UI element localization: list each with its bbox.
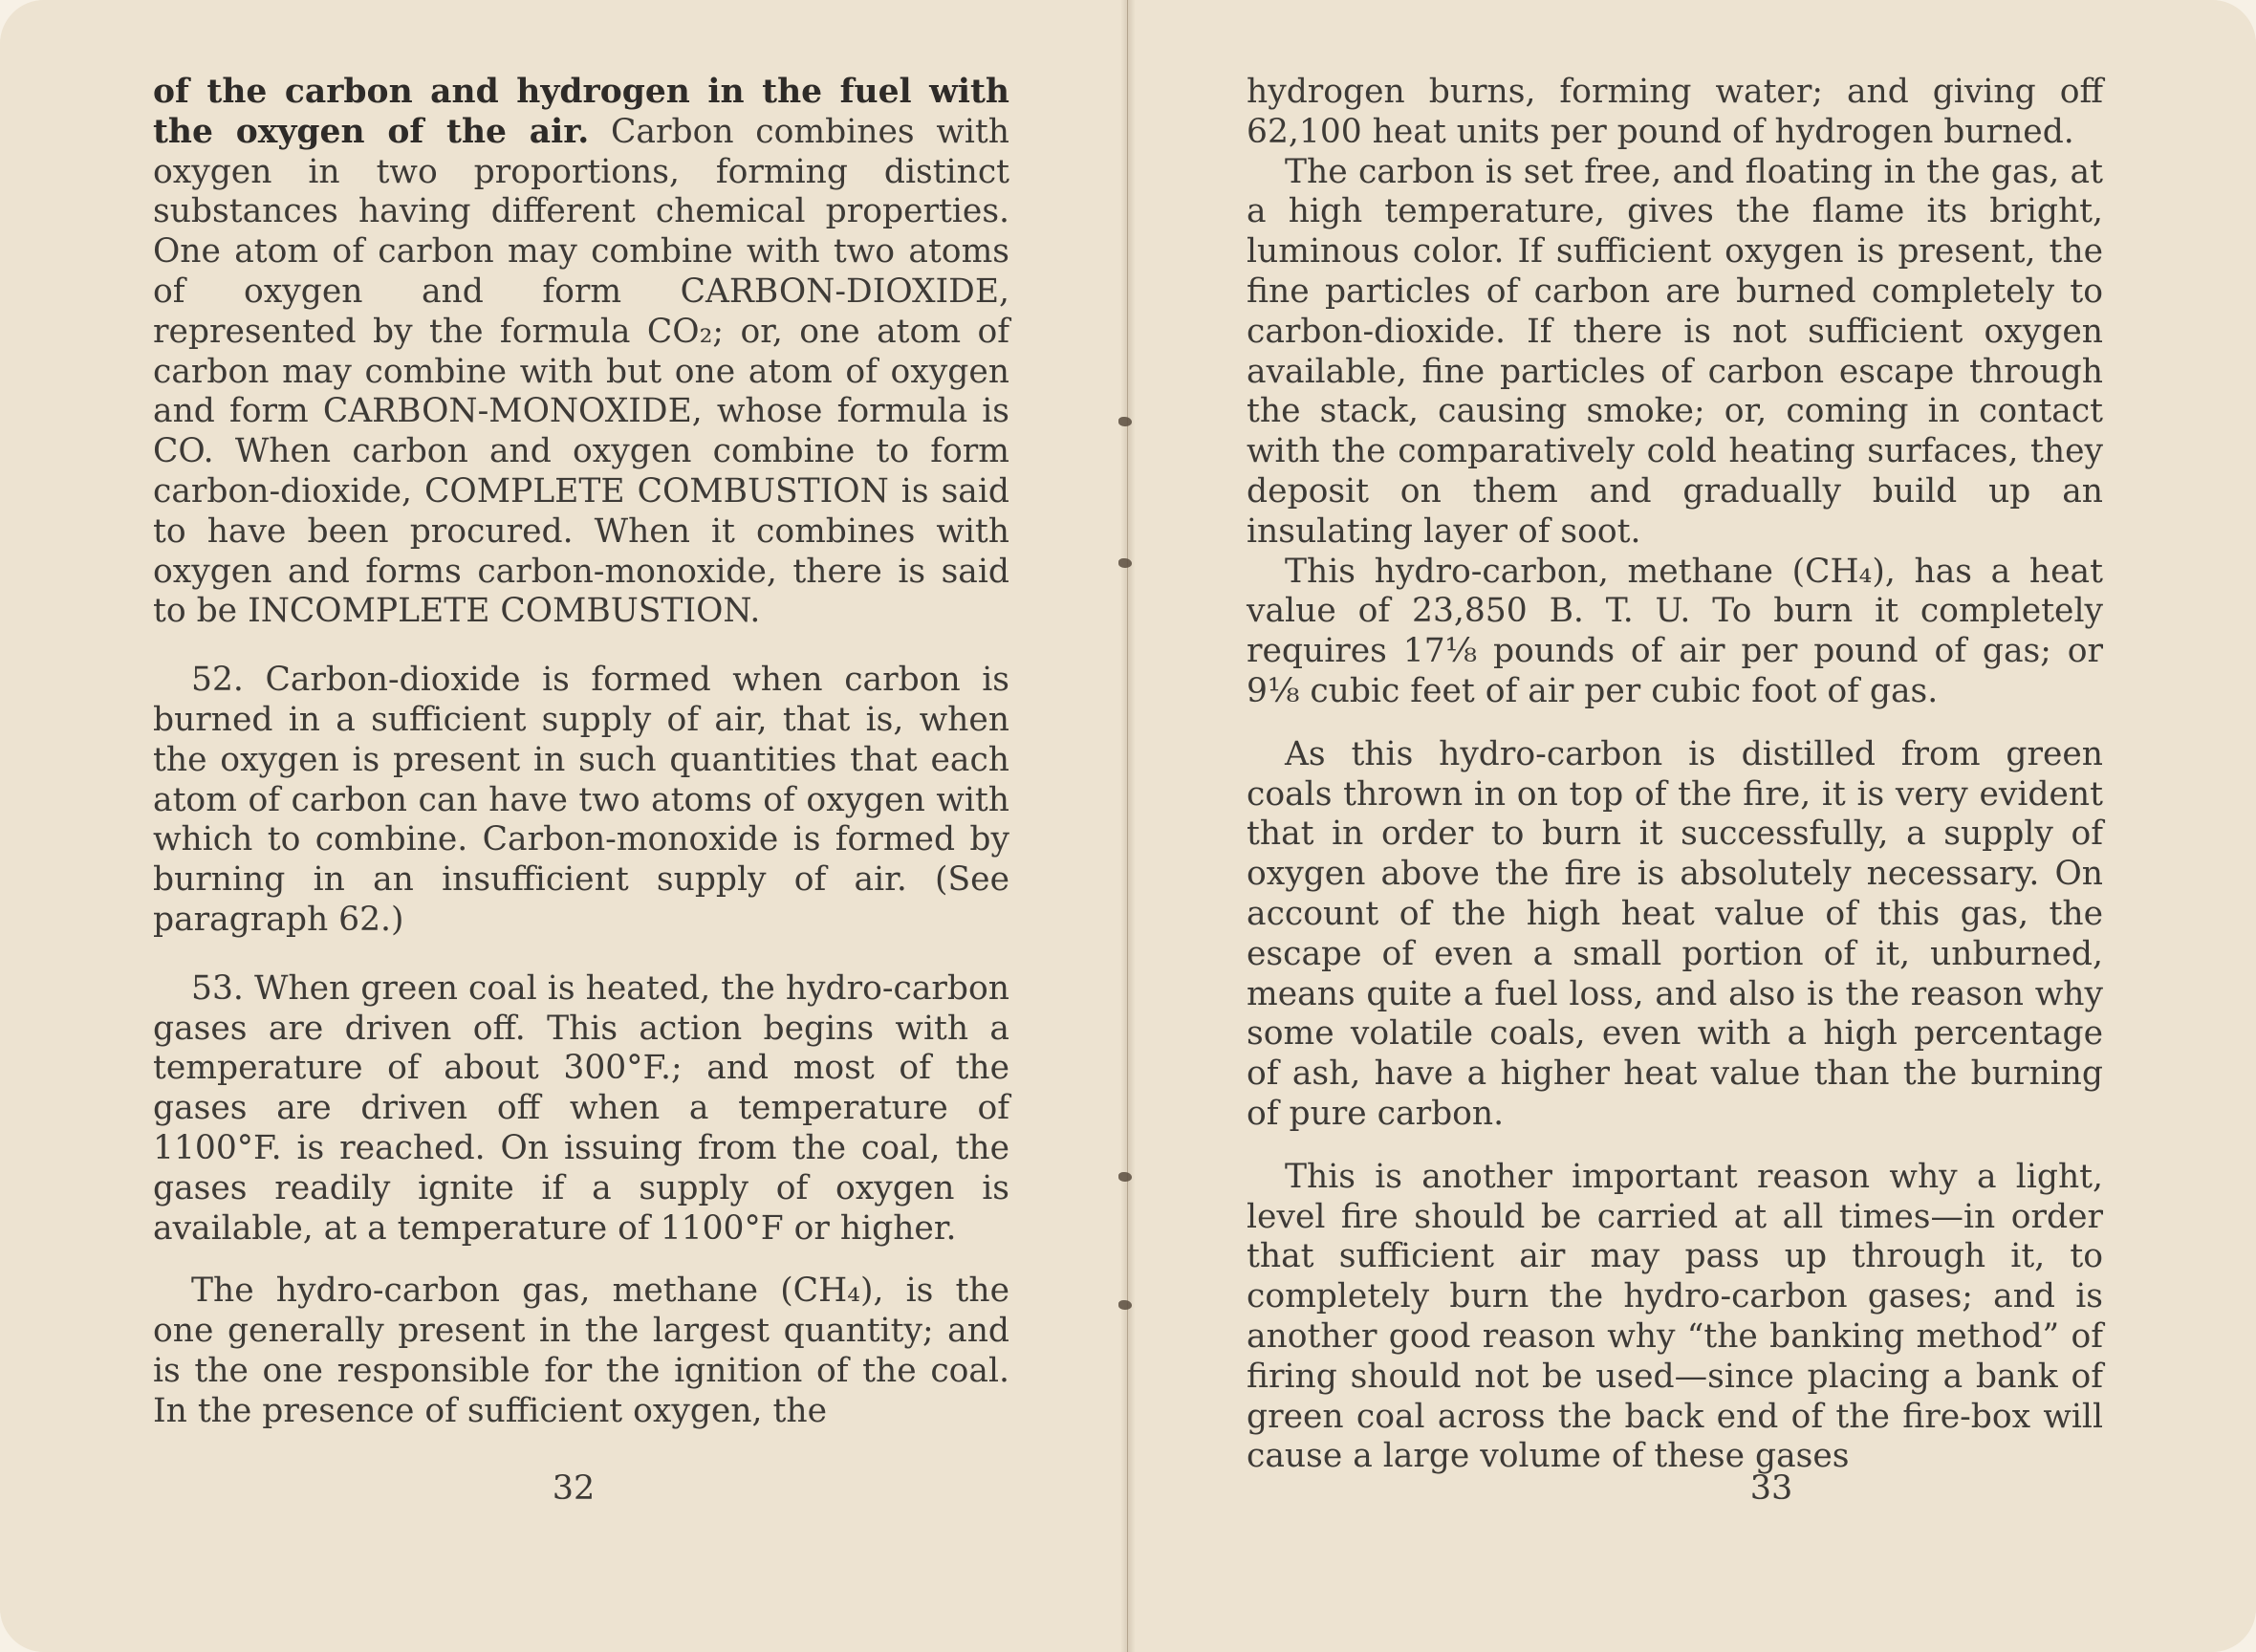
binding-thread-mark (1118, 1172, 1132, 1182)
binding-thread-mark (1118, 558, 1132, 568)
paragraph-distillation: As this hydro-carbon is distilled from green coals thrown in on top of the fire, it is very evident that in order to burn it successfully, a supply of oxygen above the fire is absolutely necessary. On account of the high heat value of this gas, the escape of even a small portion of it, unburned, means quite a fuel loss, and also is the reason why some volatile coals, even with a high percentage of ash, have a higher heat value than the burning of pure carbon. (1247, 734, 2103, 1133)
paragraph-heat-value: This hydro-carbon, methane (CH₄), has a heat value of 23,850 B. T. U. To burn it completely requires 17⅛ pounds of air per pound of gas; or 9⅛ cubic feet of air per cubic foot of gas. (1247, 552, 2103, 710)
gutter-fold-line (1127, 0, 1128, 1652)
paragraph-hydrogen-continued: hydrogen burns, forming water; and giving off 62,100 heat units per pound of hydrogen burned. (1247, 73, 2103, 151)
right-page (1128, 0, 2256, 1652)
page-number-left: 32 (552, 1469, 596, 1508)
bold-lead-phrase: of the carbon and hydrogen in the fuel with the oxygen of the air. (153, 73, 1009, 151)
paragraph-methane: The hydro-carbon gas, methane (CH₄), is the one generally present in the largest quantity; and is the one responsible for the ignition of the coal. In the presence of sufficient oxygen, the (153, 1272, 1009, 1430)
paragraph-level-fire: This is another important reason why a light, level fire should be carried at all times—in order that sufficient air may pass up through it, to completely burn the hydro-carbon gases; and is another good reason why “the banking method” of firing should not be used—since placing a bank of green coal across the back end of the fire-box will cause a large volume of these gases (1247, 1157, 2103, 1476)
page-number-right: 33 (1749, 1469, 1793, 1508)
binding-thread-mark (1118, 417, 1132, 426)
right-page-text (1247, 73, 2103, 1477)
intro-text: Carbon combines with oxygen in two proportions, forming distinct substances having different chemical properties. One atom of carbon may combine with two atoms of oxygen and form CARBON-DIOXIDE, represented by the formula CO₂; or, one atom of carbon may combine with but one atom of oxygen and form CARBON-MONOXIDE, whose formula is CO. When carbon and oxygen combine to form carbon-dioxide, COMPLETE COMBUSTION is said to have been procured. When it combines with oxygen and forms carbon-monoxide, there is said to be INCOMPLETE COMBUSTION. (153, 112, 1009, 631)
paragraph-combustion-intro (153, 73, 1009, 632)
paragraph-free-carbon: The carbon is set free, and floating in the gas, at a high temperature, gives the flame its bright, luminous color. If sufficient oxygen is present, the fine particles of carbon are burned completely to carbon-dioxide. If there is not sufficient oxygen available, fine particles of carbon escape through the stack, causing smoke; or, coming in contact with the comparatively cold heating surfaces, they deposit on them and gradually build up an insulating layer of soot. (1247, 152, 2103, 551)
binding-thread-mark (1118, 1300, 1132, 1310)
paragraph-52: 52. Carbon-dioxide is formed when carbon is burned in a sufficient supply of air, that is, when the oxygen is present in such quantities that each atom of carbon can have two atoms of oxygen with which to combine. Carbon-monoxide is formed by burning in an insufficient supply of air. (See paragraph 62.) (153, 661, 1009, 939)
book-gutter (1120, 0, 1136, 1652)
left-page-text (153, 73, 1009, 1432)
paragraph-53: 53. When green coal is heated, the hydro-carbon gases are driven off. This action begins with a temperature of about 300°F.; and most of the gases are driven off when a temperature of 1100°F. is reached. On issuing from the coal, the gases readily ignite if a supply of oxygen is available, at a temperature of 1100°F or higher. (153, 968, 1009, 1248)
